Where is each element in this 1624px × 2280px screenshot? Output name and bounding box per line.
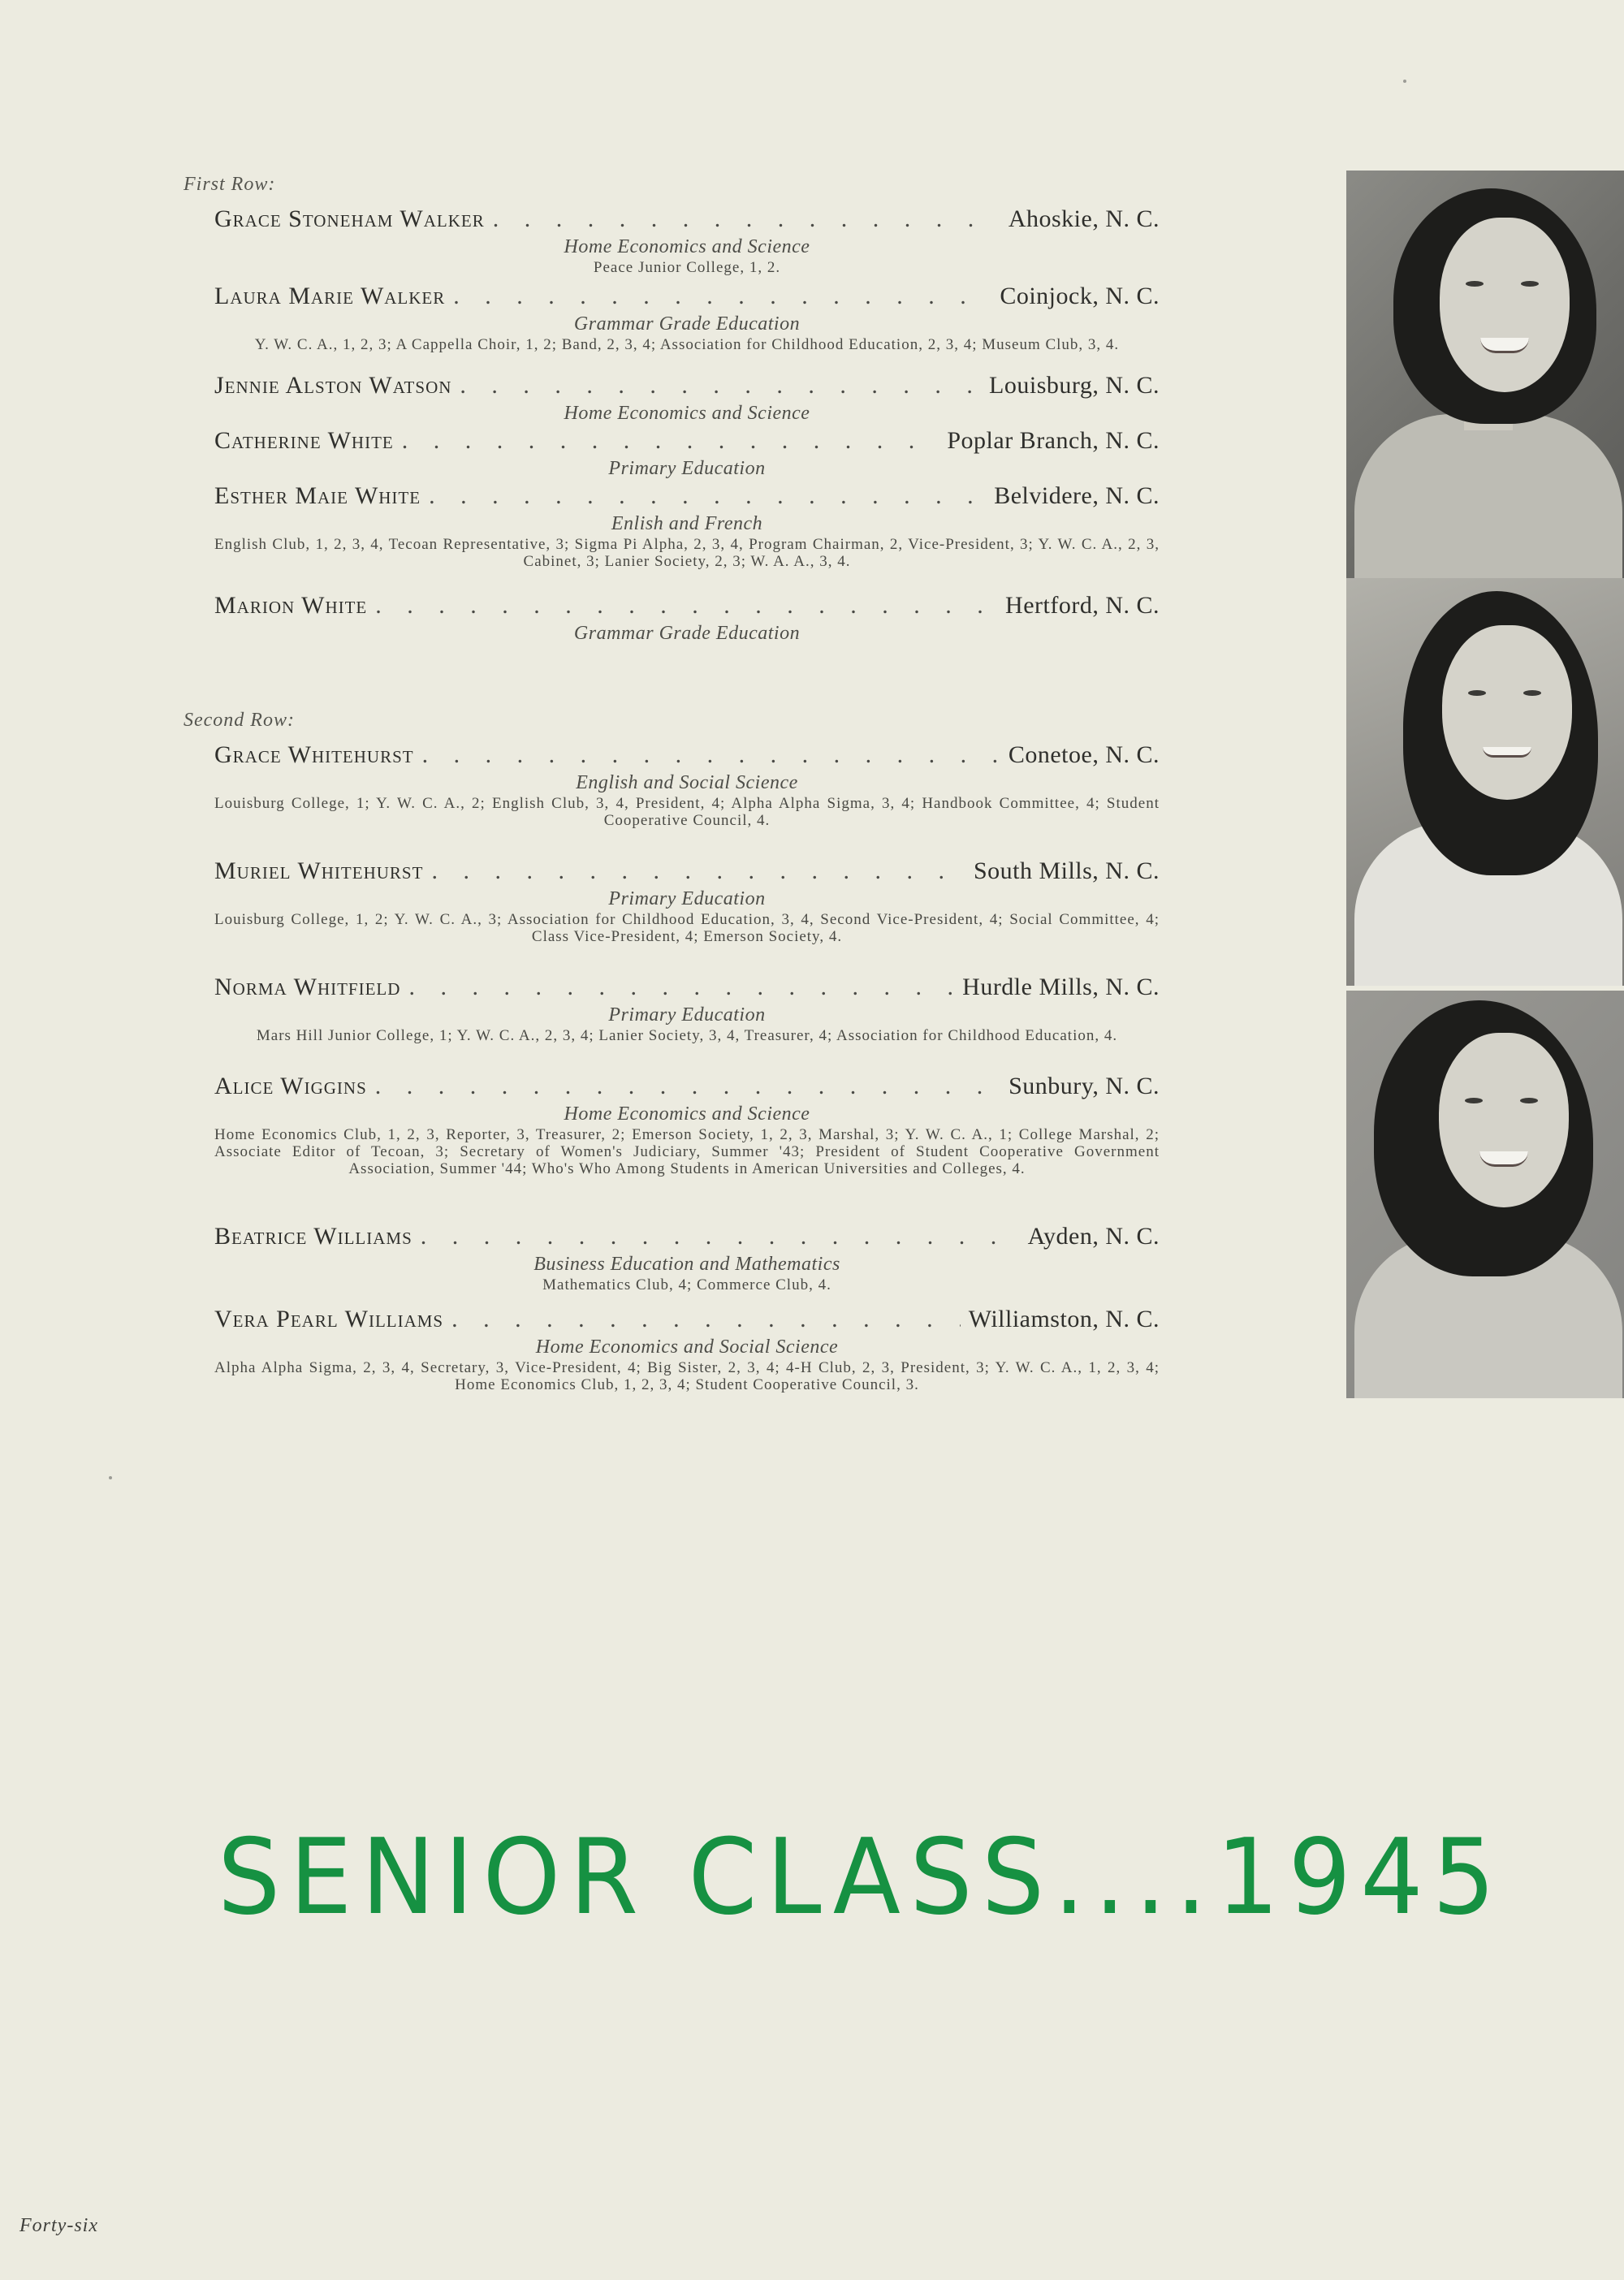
portrait-photo <box>1346 171 1624 578</box>
student-name: Muriel Whitehurst <box>214 857 424 884</box>
leader-dots <box>451 1305 961 1334</box>
student-name: Vera Pearl Williams <box>214 1306 444 1332</box>
senior-entry <box>214 973 1160 1044</box>
hometown: Poplar Branch, N. C. <box>947 427 1160 454</box>
senior-entry <box>214 426 1160 480</box>
hometown: Coinjock, N. C. <box>1000 283 1160 309</box>
senior-entry <box>214 741 1160 829</box>
activities: Louisburg College, 1, 2; Y. W. C. A., 3; Association for Childhood Education, 3, 4, Second Vice-President, 4; Social Committee, 4; Class Vice-President, 4; Emerson Society, 4. <box>214 911 1160 945</box>
student-name: Beatrice Williams <box>214 1223 412 1250</box>
major: Home Economics and Science <box>564 403 810 424</box>
hometown: Louisburg, N. C. <box>989 372 1160 399</box>
major: Primary Education <box>608 888 766 909</box>
hometown: South Mills, N. C. <box>973 857 1160 884</box>
senior-entry <box>214 205 1160 276</box>
leader-dots <box>408 973 954 1002</box>
leader-dots <box>493 205 1000 234</box>
major: Grammar Grade Education <box>573 313 801 335</box>
major: Home Economics and Science <box>564 236 810 257</box>
hometown: Belvidere, N. C. <box>994 482 1160 509</box>
student-name: Marion White <box>214 592 368 619</box>
major: Home Economics and Social Science <box>535 1336 839 1358</box>
senior-entry <box>214 1222 1160 1293</box>
student-name: Alice Wiggins <box>214 1073 367 1099</box>
activities: Y. W. C. A., 1, 2, 3; A Cappella Choir, 1, 2; Band, 2, 3, 4; Association for Childhood Education, 2, 3, 4; Museum Club, 3, 4. <box>254 336 1120 353</box>
student-name: Norma Whitfield <box>214 974 401 1000</box>
senior-class-banner: SENIOR CLASS....1945 <box>218 1817 1505 1938</box>
activities: English Club, 1, 2, 3, 4, Tecoan Representative, 3; Sigma Pi Alpha, 2, 3, 4, Program Chairman, 2, Vice-President, 3; Y. W. C. A., 2, 3, Cabinet, 3; Lanier Society, 2, 3; W. A. A., 3, 4. <box>214 536 1160 570</box>
hometown: Hurdle Mills, N. C. <box>962 974 1160 1000</box>
senior-entry <box>214 282 1160 353</box>
second-row-label: Second Row: <box>184 710 295 731</box>
first-row-label: First Row: <box>184 174 276 195</box>
hometown: Conetoe, N. C. <box>1008 741 1160 768</box>
activities: Mathematics Club, 4; Commerce Club, 4. <box>542 1276 831 1293</box>
paper-speck <box>1403 80 1406 83</box>
activities: Home Economics Club, 1, 2, 3, Reporter, 3, Treasurer, 2; Emerson Society, 1, 2, 3, Marshal, 3; Y. W. C. A., 1; College Marshal, 2; Associate Editor of Tecoan, 3; Secretary of Women's Judiciary, Summer '43; President of Student Cooperative Government Association, Summer '44; Who's Who Among Students in American Universities and Colleges, 4. <box>214 1126 1160 1177</box>
hometown: Sunbury, N. C. <box>1009 1073 1160 1099</box>
portrait-photo <box>1346 578 1624 986</box>
senior-entry <box>214 1072 1160 1177</box>
major: Primary Education <box>608 458 766 479</box>
major: Home Economics and Science <box>564 1103 810 1125</box>
leader-dots <box>402 426 939 456</box>
senior-entry <box>214 591 1160 645</box>
senior-entry <box>214 857 1160 945</box>
major: Primary Education <box>608 1004 766 1026</box>
leader-dots <box>460 371 981 400</box>
leader-dots <box>429 481 986 511</box>
leader-dots <box>453 282 991 311</box>
hometown: Ayden, N. C. <box>1027 1223 1160 1250</box>
leader-dots <box>422 741 1000 770</box>
activities: Peace Junior College, 1, 2. <box>593 259 781 276</box>
leader-dots <box>375 1072 1000 1101</box>
leader-dots <box>431 857 965 886</box>
page-number: Forty-six <box>19 2215 98 2236</box>
major: Business Education and Mathematics <box>533 1254 840 1275</box>
leader-dots <box>375 591 997 620</box>
activities: Alpha Alpha Sigma, 2, 3, 4, Secretary, 3, Vice-President, 4; Big Sister, 2, 3, 4; 4-H Club, 2, 3, President, 3; Y. W. C. A., 1, 2, 3, 4; Home Economics Club, 1, 2, 3, 4; Student Cooperative Council, 3. <box>214 1359 1160 1393</box>
student-name: Esther Maie White <box>214 482 421 509</box>
leader-dots <box>421 1222 1020 1251</box>
hometown: Hertford, N. C. <box>1005 592 1160 619</box>
student-name: Laura Marie Walker <box>214 283 446 309</box>
paper-speck <box>109 1476 112 1479</box>
student-name: Grace Stoneham Walker <box>214 205 485 232</box>
activities: Mars Hill Junior College, 1; Y. W. C. A., 2, 3, 4; Lanier Society, 3, 4, Treasurer, 4; Association for Childhood Education, 4. <box>256 1027 1118 1044</box>
major: English and Social Science <box>576 772 798 793</box>
student-name: Catherine White <box>214 427 394 454</box>
student-name: Jennie Alston Watson <box>214 372 452 399</box>
major: Grammar Grade Education <box>573 623 801 644</box>
portrait-photo <box>1346 991 1624 1398</box>
senior-entry <box>214 371 1160 425</box>
senior-entry <box>214 481 1160 570</box>
major: Enlish and French <box>611 513 763 534</box>
hometown: Ahoskie, N. C. <box>1008 205 1160 232</box>
activities: Louisburg College, 1; Y. W. C. A., 2; English Club, 3, 4, President, 4; Alpha Alpha Sigma, 3, 4; Handbook Committee, 4; Student Cooperative Council, 4. <box>214 795 1160 829</box>
student-name: Grace Whitehurst <box>214 741 414 768</box>
hometown: Williamston, N. C. <box>968 1306 1160 1332</box>
senior-entry <box>214 1305 1160 1393</box>
